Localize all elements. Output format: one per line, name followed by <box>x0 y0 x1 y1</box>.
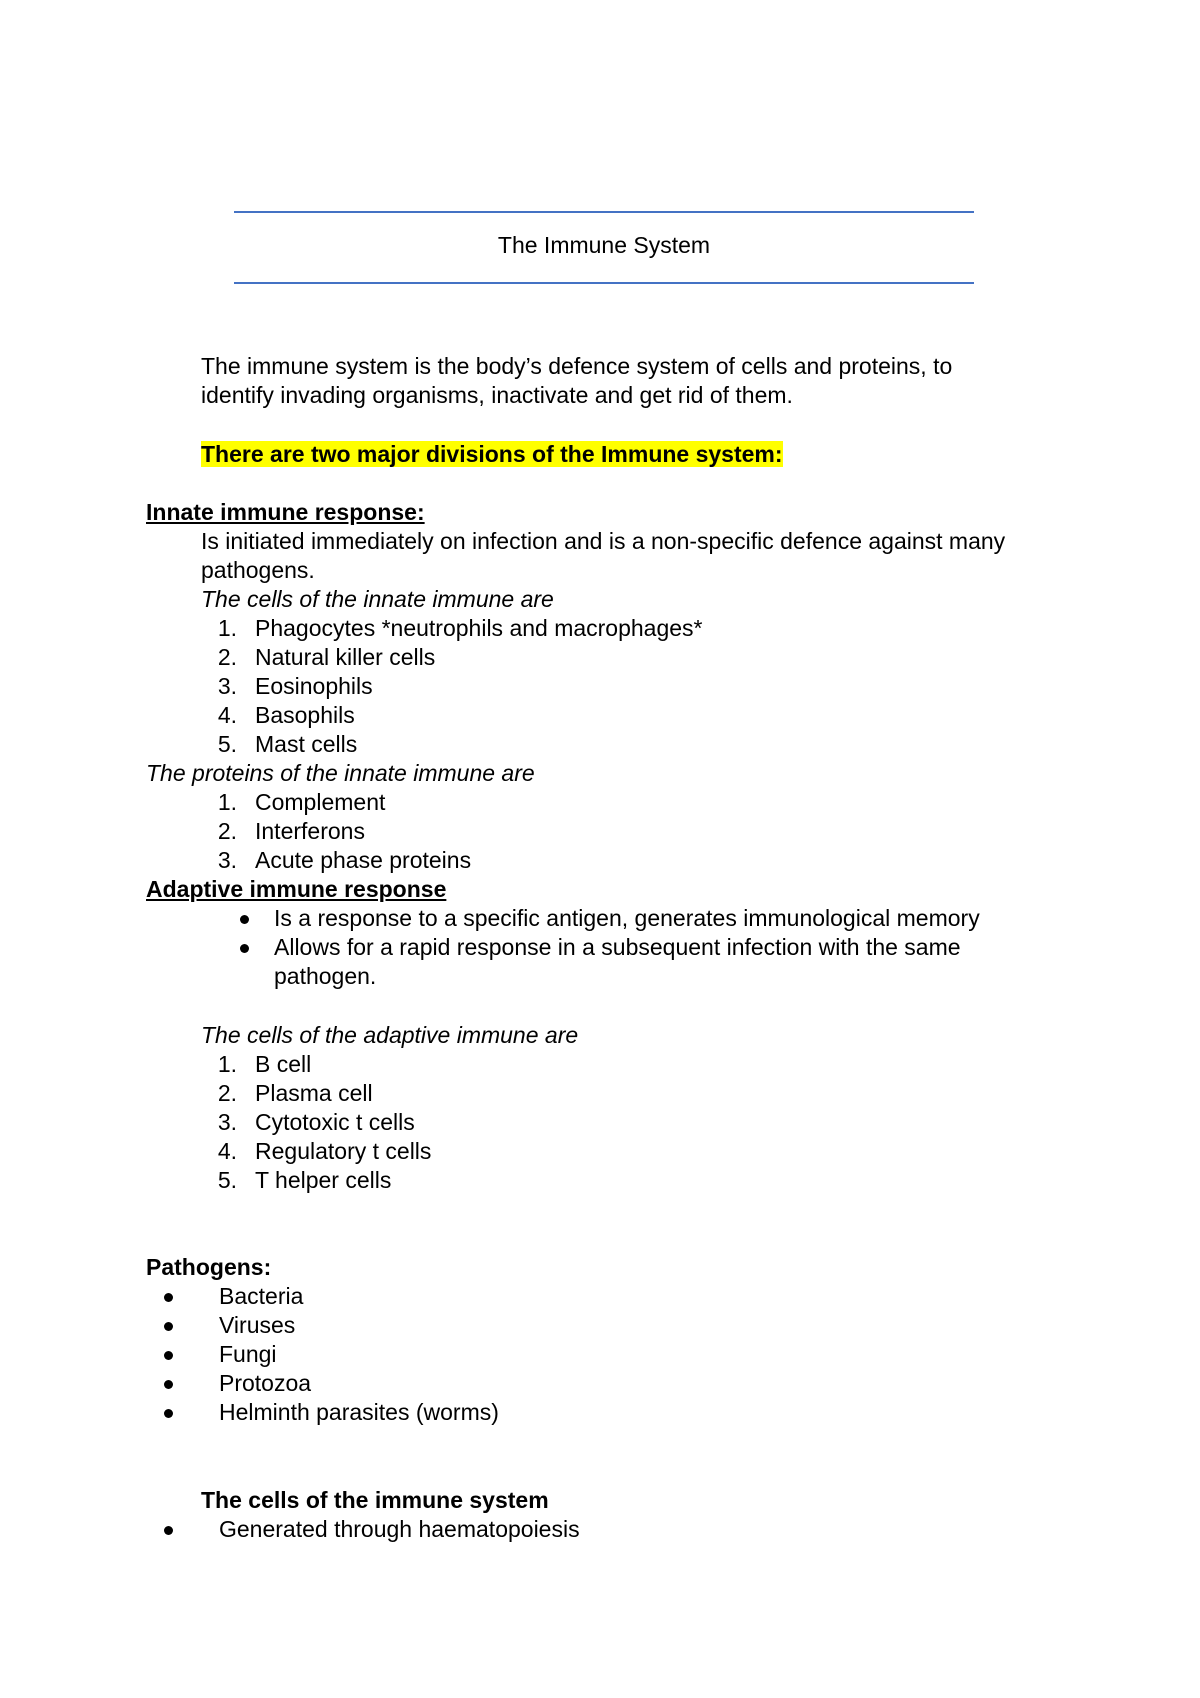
cells-section-bullet-1-dot <box>164 1526 173 1535</box>
adaptive-bullet-2-line-2: pathogen. <box>274 963 377 989</box>
intro-line-1: The immune system is the body’s defence system of cells and proteins, to <box>201 353 953 379</box>
adaptive-cell-num-5: 5. <box>217 1167 237 1193</box>
pathogen-item-4: Protozoa <box>219 1370 312 1396</box>
pathogen-item-5: Helminth parasites (worms) <box>219 1399 499 1425</box>
innate-cell-num-3: 3. <box>217 673 237 699</box>
innate-desc-line-1: Is initiated immediately on infection and is a non-specific defence against many <box>201 528 1006 554</box>
adaptive-cell-item-2: Plasma cell <box>255 1080 373 1106</box>
pathogen-item-1: Bacteria <box>219 1283 304 1309</box>
adaptive-cell-item-1: B cell <box>255 1051 312 1077</box>
innate-cell-item-5: Mast cells <box>255 731 358 757</box>
pathogen-bullet-5-dot <box>164 1409 173 1418</box>
innate-cells-intro: The cells of the innate immune are <box>201 586 554 612</box>
adaptive-cells-intro: The cells of the adaptive immune are <box>201 1022 579 1048</box>
adaptive-bullet-1: Is a response to a specific antigen, generates immunological memory <box>274 905 980 931</box>
adaptive-cell-num-4: 4. <box>217 1138 237 1164</box>
pathogen-bullet-4-dot <box>164 1380 173 1389</box>
pathogen-bullet-1-dot <box>164 1293 173 1302</box>
adaptive-cell-item-5: T helper cells <box>255 1167 392 1193</box>
pathogen-bullet-2-dot <box>164 1322 173 1331</box>
adaptive-cell-item-4: Regulatory t cells <box>255 1138 432 1164</box>
adaptive-bullet-2-line-1: Allows for a rapid response in a subsequent infection with the same <box>274 934 961 960</box>
innate-cell-item-4: Basophils <box>255 702 355 728</box>
innate-protein-num-2: 2. <box>217 818 237 844</box>
intro-line-2: identify invading organisms, inactivate and get rid of them. <box>201 382 793 408</box>
innate-protein-num-1: 1. <box>217 789 237 815</box>
innate-desc-line-2: pathogens. <box>201 557 315 583</box>
adaptive-cell-num-2: 2. <box>217 1080 237 1106</box>
adaptive-cell-num-1: 1. <box>217 1051 237 1077</box>
innate-cell-num-4: 4. <box>217 702 237 728</box>
innate-cell-num-2: 2. <box>217 644 237 670</box>
innate-protein-item-1: Complement <box>255 789 386 815</box>
divisions-statement <box>201 440 783 469</box>
title-rule-bottom <box>234 282 974 284</box>
adaptive-cell-num-3: 3. <box>217 1109 237 1135</box>
cells-section-heading: The cells of the immune system <box>201 1487 549 1513</box>
innate-protein-item-3: Acute phase proteins <box>255 847 472 873</box>
pathogens-heading: Pathogens: <box>146 1254 272 1280</box>
innate-heading: Innate immune response: <box>146 499 425 525</box>
innate-cell-num-1: 1. <box>217 615 237 641</box>
innate-cell-item-1: Phagocytes *neutrophils and macrophages* <box>255 615 703 641</box>
innate-protein-num-3: 3. <box>217 847 237 873</box>
pathogen-bullet-3-dot <box>164 1351 173 1360</box>
innate-cell-num-5: 5. <box>217 731 237 757</box>
adaptive-bullet-1-dot <box>240 915 249 924</box>
pathogen-item-2: Viruses <box>219 1312 296 1338</box>
highlighted-text: There are two major divisions of the Immune system: <box>201 441 783 467</box>
cells-section-item-1: Generated through haematopoiesis <box>219 1516 580 1542</box>
innate-cell-item-3: Eosinophils <box>255 673 373 699</box>
adaptive-heading: Adaptive immune response <box>146 876 447 902</box>
innate-cell-item-2: Natural killer cells <box>255 644 436 670</box>
adaptive-cell-item-3: Cytotoxic t cells <box>255 1109 415 1135</box>
innate-proteins-intro: The proteins of the innate immune are <box>146 760 535 786</box>
pathogen-item-3: Fungi <box>219 1341 277 1367</box>
title-rule-top <box>234 211 974 213</box>
adaptive-bullet-2-dot <box>240 944 249 953</box>
innate-protein-item-2: Interferons <box>255 818 365 844</box>
page-title: The Immune System <box>497 232 711 258</box>
